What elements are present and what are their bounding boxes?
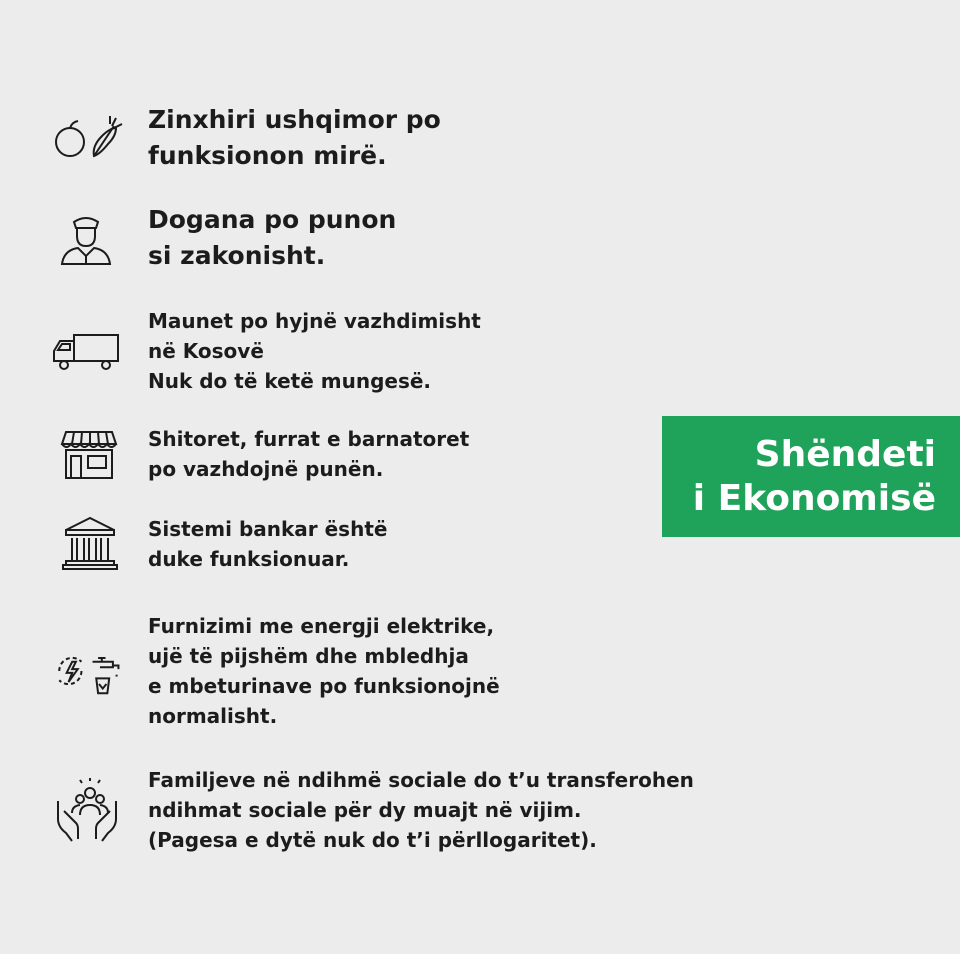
item-text-line: ndihmat sociale për dy muajt në vijim. (148, 798, 582, 822)
item-text-line: Familjeve në ndihmë sociale do t’u transferohen (148, 768, 694, 792)
utilities-icon (50, 639, 124, 703)
info-item-banks (50, 512, 387, 576)
item-text-line: po vazhdojnë punën. (148, 457, 384, 481)
item-text-line: e mbeturinave po funksionojnë (148, 674, 500, 698)
item-text-line: Maunet po hyjnë vazhdimisht (148, 309, 481, 333)
fruit-vegetable-icon (50, 106, 124, 170)
item-text-line: Dogana po punon (148, 205, 397, 234)
info-item-customs (50, 202, 396, 274)
item-text-line: ujë të pijshëm dhe mbledhja (148, 644, 469, 668)
info-item-food-chain (50, 102, 441, 174)
info-item-utilities (50, 611, 500, 731)
item-text-line: normalisht. (148, 704, 278, 728)
customs-officer-icon (50, 206, 124, 270)
item-text-line: si zakonisht. (148, 241, 326, 270)
info-item-shops (50, 422, 469, 486)
social-support-icon (50, 778, 124, 842)
item-text-line: funksionon mirë. (148, 141, 387, 170)
badge-title-line2: i Ekonomisë (692, 477, 936, 519)
item-text-line: duke funksionuar. (148, 547, 350, 571)
item-text-line: në Kosovë (148, 339, 264, 363)
item-text-line: Zinxhiri ushqimor po (148, 105, 441, 134)
section-badge (662, 416, 960, 537)
item-text-line: Sistemi bankar është (148, 517, 388, 541)
item-text-line: (Pagesa e dytë nuk do t’i përllogaritet). (148, 828, 597, 852)
badge-title-line1: Shëndeti (754, 433, 936, 475)
truck-icon (50, 319, 124, 383)
item-text-line: Nuk do të ketë mungesë. (148, 369, 432, 393)
shop-icon (50, 422, 124, 486)
info-item-social-support (50, 765, 694, 855)
item-text-line: Furnizimi me energji elektrike, (148, 614, 495, 638)
bank-icon (50, 512, 124, 576)
item-text-line: Shitoret, furrat e barnatoret (148, 427, 470, 451)
info-item-trucks (50, 306, 481, 396)
